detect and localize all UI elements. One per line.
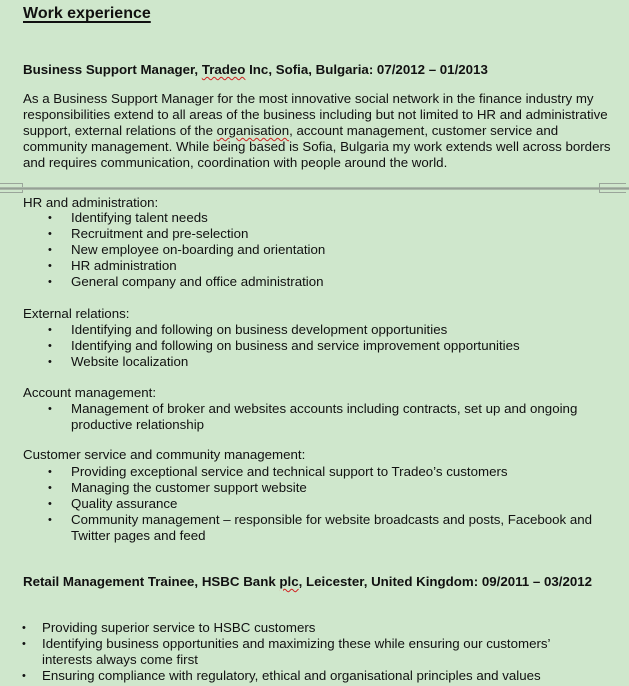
list-item — [0, 668, 602, 684]
list-item-text: Identifying business opportunities and maximizing these while ensuring our customers’ interests always come first — [42, 636, 551, 667]
list-item-text: Providing exceptional service and technical support to Tradeo’s customers — [71, 464, 508, 479]
bullet-icon: • — [48, 228, 52, 240]
spellcheck-flagged-word[interactable]: Tradeo — [201, 62, 246, 77]
list-item — [0, 274, 601, 290]
bullet-icon: • — [48, 466, 52, 478]
bullet-icon: • — [48, 212, 52, 224]
bullet-list-customer-service — [0, 464, 601, 544]
list-item-text: Community management – responsible for website broadcasts and posts, Facebook and Twitter pages and feed — [71, 512, 593, 543]
bullet-list-account-management — [0, 401, 601, 433]
list-item — [0, 480, 601, 496]
list-item-text: Ensuring compliance with regulatory, ethical and organisational principles and values — [42, 668, 541, 683]
list-item-text: General company and office administration — [71, 274, 324, 289]
job-title-tradeo — [23, 62, 488, 77]
bullet-icon: • — [48, 498, 52, 510]
bullet-icon: • — [48, 244, 52, 256]
bullet-icon: • — [48, 482, 52, 494]
list-item — [0, 636, 602, 668]
list-item — [0, 620, 602, 636]
list-item-text: Providing superior service to HSBC customers — [42, 620, 316, 635]
summary-text-part1: As a Business Support Manager for the most innovative social network in the finance industry my responsibilities extend to all areas of the business including but not limited to HR and administrative support, external relations of the — [23, 91, 608, 138]
bullet-icon: • — [22, 670, 26, 682]
list-item-text: Website localization — [71, 354, 189, 369]
job-title-suffix: Inc, Sofia, Bulgaria: 07/2012 – 01/2013 — [245, 62, 488, 77]
bullet-icon: • — [22, 622, 26, 634]
list-item-text: Identifying and following on business and service improvement opportunities — [71, 338, 520, 353]
list-item-text: Managing the customer support website — [71, 480, 307, 495]
bullet-icon: • — [48, 260, 52, 272]
page-margin-marker-right — [599, 183, 626, 193]
bullet-icon: • — [48, 276, 52, 288]
list-item — [0, 242, 601, 258]
list-item — [0, 464, 601, 480]
section-label-customer-service: Customer service and community management: — [23, 447, 306, 462]
list-item — [0, 401, 601, 433]
bullet-icon: • — [48, 356, 52, 368]
list-item — [0, 226, 601, 242]
section-label-hr: HR and administration: — [23, 195, 159, 210]
spellcheck-flagged-word[interactable]: plc — [279, 574, 299, 589]
bullet-icon: • — [48, 403, 52, 415]
page-break-divider — [0, 187, 629, 190]
summary-text-part2: , account management, customer service and community management. While being based is Sofia, Bulgaria my work extends well across borders and requires communication, coordination with people around the world. — [23, 123, 611, 170]
section-label-external-relations: External relations: — [23, 306, 130, 321]
list-item — [0, 496, 601, 512]
list-item — [0, 258, 601, 274]
bullet-icon: • — [48, 340, 52, 352]
bullet-list-hr — [0, 210, 601, 290]
job-summary-paragraph — [23, 91, 613, 171]
list-item — [0, 322, 601, 338]
bullet-icon: • — [22, 638, 26, 650]
list-item-text: Identifying and following on business development opportunities — [71, 322, 448, 337]
section-heading: Work experience — [23, 5, 151, 22]
section-label-account-management: Account management: — [23, 385, 157, 400]
list-item — [0, 210, 601, 226]
job-title-prefix: Business Support Manager, — [23, 62, 202, 77]
bullet-list-hsbc — [0, 620, 602, 684]
list-item — [0, 512, 601, 544]
list-item-text: Identifying talent needs — [71, 210, 208, 225]
bullet-icon: • — [48, 514, 52, 526]
list-item — [0, 338, 601, 354]
job-title-suffix: , Leicester, United Kingdom: 09/2011 – 03/2012 — [298, 574, 593, 589]
job-title-hsbc — [23, 574, 592, 589]
list-item-text: New employee on-boarding and orientation — [71, 242, 326, 257]
bullet-icon: • — [48, 324, 52, 336]
list-item-text: Management of broker and websites accounts including contracts, set up and ongoing productive relationship — [71, 401, 578, 432]
bullet-list-external-relations — [0, 322, 601, 370]
list-item-text: Quality assurance — [71, 496, 178, 511]
list-item — [0, 354, 601, 370]
list-item-text: Recruitment and pre-selection — [71, 226, 249, 241]
spellcheck-flagged-word[interactable]: organisation — [216, 123, 290, 138]
list-item-text: HR administration — [71, 258, 177, 273]
job-title-prefix: Retail Management Trainee, HSBC Bank — [23, 574, 280, 589]
